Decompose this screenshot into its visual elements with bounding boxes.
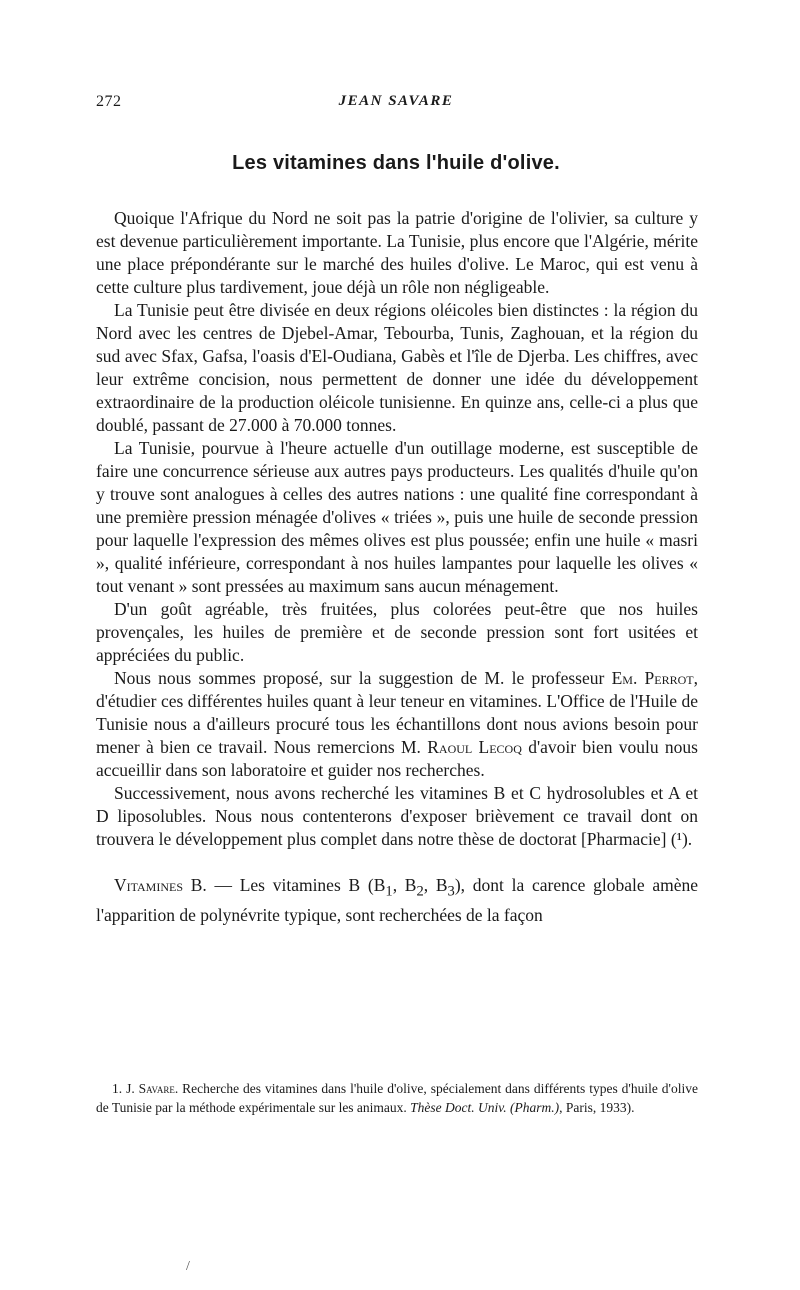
section-vitamines-b	[96, 874, 698, 927]
paragraph: La Tunisie peut être divisée en deux régions oléicoles bien distinctes : la région du Nord avec les centres de Djebel-Amar, Tebourba, Tunis, Zaghouan, et la région du sud avec Sfax, Gafsa, l'oasis d'El-Oudiana, Gabès et l'île de Djerba. Les chiffres, avec leur extrême concision, nous permettent de donner une idée du développement extraordinaire de la production oléicole tunisienne. En quinze ans, celle-ci a plus que doublé, passant de 27.000 à 70.000 tonnes.	[96, 300, 698, 435]
text-run: Nous nous sommes proposé, sur la suggestion de M. le professeur	[114, 668, 612, 688]
paragraph-perrot	[96, 667, 698, 782]
page-number: 272	[96, 93, 122, 110]
text-run: d'avoir bien voulu nous accueillir dans son laboratoire et guider nos recherches.	[96, 737, 698, 780]
running-title: JEAN SAVARE	[338, 93, 454, 109]
paragraph-successive	[96, 782, 698, 851]
footnote-reference: (¹)	[670, 829, 688, 849]
footnote-number: 1. J.	[112, 1081, 139, 1096]
paragraph: La Tunisie, pourvue à l'heure actuelle d'un outillage moderne, est susceptible de faire une concurrence sérieuse aux autres pays producteurs. Les qualités d'huile qu'on y trouve sont analogues à celles des autres nations : une qualité fine correspondant à une première pression ménagée d'olives « triées », puis une huile de seconde pression pour laquelle l'expression des mêmes olives est plus poussée; enfin une huile « masri », qualité inférieure, correspondant à nos huiles lampantes pour laquelle les olives « tout venant » sont pressées au maximum sans aucun ménagement.	[96, 438, 698, 596]
footnote-paragraph	[96, 1079, 698, 1117]
article-title: Les vitamines dans l'huile d'olive.	[232, 152, 560, 174]
text-run: , d'étudier ces différentes huiles quant à leur teneur en vitamines. L'Office de l'Huile de Tunisie nous a d'ailleurs procuré tous les échantillons dont nous avions besoin pour mener à bien ce travail. Nous remercions M.	[96, 668, 698, 757]
text-run: Successivement, nous avons recherché les vitamines B et C hydrosolubles et A et D liposolubles. Nous nous contenterons d'exposer brièvement ce travail dont on trouvera le développement plus complet dans notre thèse de doctorat [Pharmacie]	[96, 783, 698, 849]
subscript: 1	[385, 883, 393, 900]
paragraph: D'un goût agréable, très fruitées, plus colorées peut-être que nos huiles provençales, les huiles de première et de seconde pression sont fort usitées et appréciées du public.	[96, 599, 698, 665]
footnote-text: . Recherche des vitamines dans l'huile d'olive, spécialement dans différents types d'huile d'olive de Tunisie par la méthode expérimentale sur les animaux.	[96, 1081, 698, 1115]
stray-pen-mark: /	[186, 1259, 190, 1274]
text-run: , B	[392, 875, 417, 895]
footnote-end: , Paris, 1933).	[559, 1100, 635, 1115]
paragraph: Quoique l'Afrique du Nord ne soit pas la patrie d'origine de l'olivier, sa culture y est devenue particulièrement importante. La Tunisie, plus encore que l'Algérie, mérite une place prépondérante sur le marché des huiles d'olive. Le Maroc, qui est venu à cette culture plus tardivement, joue déjà un rôle non négligeable.	[96, 208, 698, 297]
footnote-author: Savare	[138, 1081, 175, 1096]
running-head	[96, 93, 696, 117]
person-name: Raoul Lecoq	[427, 737, 522, 757]
article-body	[96, 207, 698, 927]
text-run: — Les vitamines B (B	[206, 875, 386, 895]
person-name: Em. Perrot	[611, 668, 694, 688]
subscript: 2	[416, 883, 424, 900]
text-run: ), dont la carence globale amène l'apparition de polynévrite typique, sont recherchées de la façon	[96, 875, 698, 925]
section-heading: Vitamines B.	[114, 875, 207, 895]
footnote-source: Thèse Doct. Univ. (Pharm.)	[410, 1100, 560, 1115]
text-run: , B	[423, 875, 448, 895]
text-run: .	[687, 829, 693, 849]
subscript: 3	[447, 883, 455, 900]
footnote	[96, 1079, 698, 1117]
